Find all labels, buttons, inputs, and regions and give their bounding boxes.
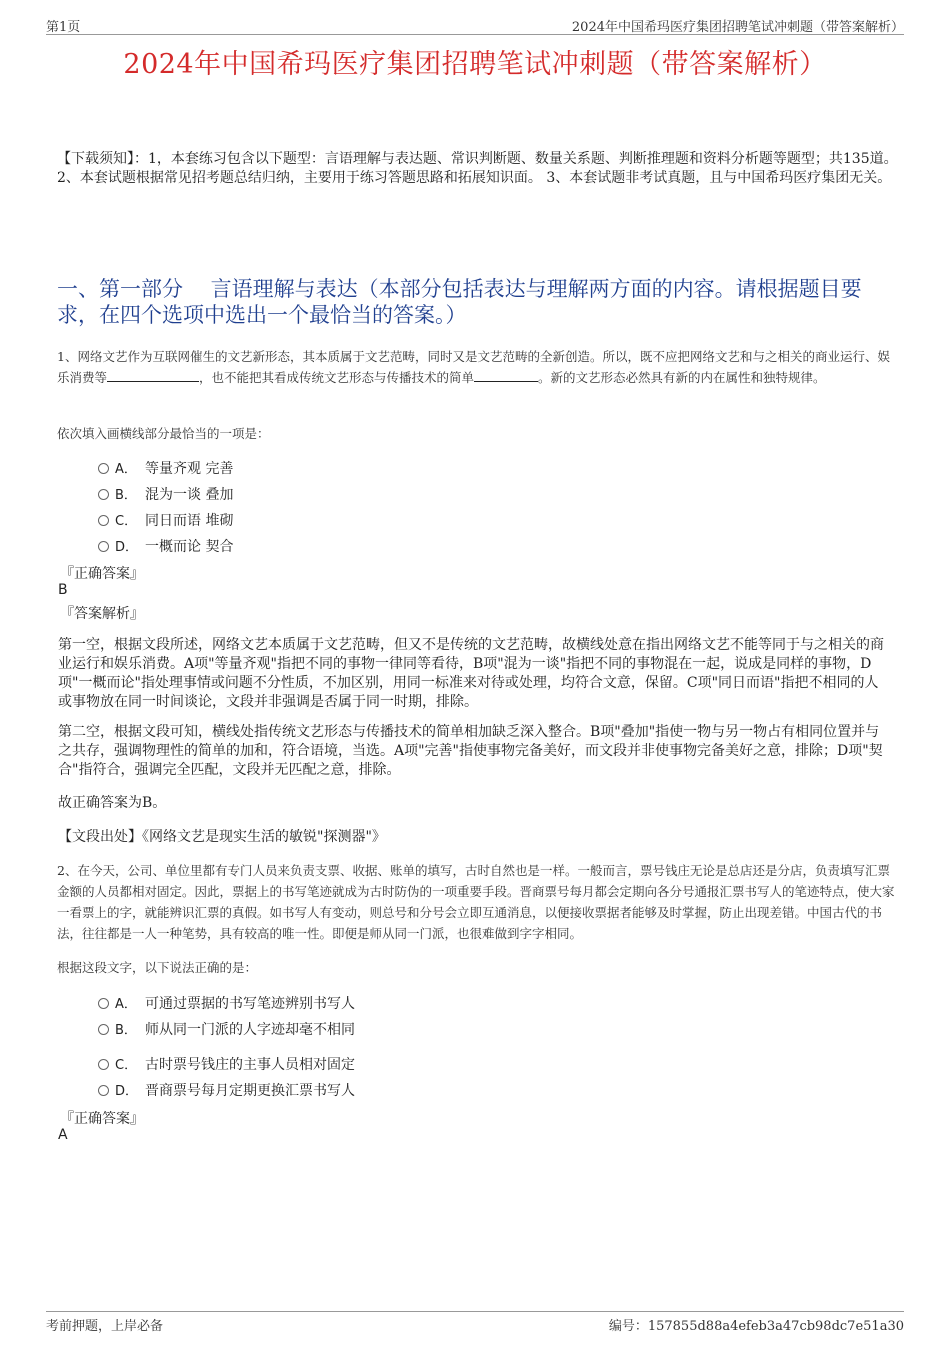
- q1-source: 【文段出处】《网络文艺是现实生活的敏锐"探测器"》: [58, 829, 386, 845]
- page-footer: [46, 1311, 904, 1334]
- q2-answer-label: 『正确答案』: [60, 1111, 144, 1127]
- blank-1: [107, 369, 199, 382]
- download-notice: 【下载须知】：1，本套练习包含以下题型：言语理解与表达题、常识判断题、数量关系题、判断推理题和资料分析题等题型；共135道。 2、本套试题根据常见招考题总结归纳，主要用于练习答题思路和拓展知识面。 3、本套试题非考试真题，且与中国希玛医疗集团无关。: [57, 151, 898, 186]
- question-1-instruction: 依次填入画横线部分最恰当的一项是：: [57, 426, 270, 441]
- question-1-text: 1、网络文艺作为互联网催生的文艺新形态，其本质属于文艺范畴，同时又是文艺范畴的全新创造。所以，既不应把网络文艺和与之相关的商业运行、娱乐消费等 ，也不能把其看成传统文艺形态与传播技术的简单 。新的文艺形态必然具有新的内在属性和独特规律。: [57, 349, 890, 385]
- radio-icon[interactable]: [98, 1024, 109, 1035]
- q1-analysis-paragraph-1: 第一空，根据文段所述，网络文艺本质属于文艺范畴，但又不是传统的文艺范畴，故横线处意在指出网络文艺不能等同于与之相关的商业运行和娱乐消费。A项"等量齐观"指把不同的事物一律同等看待，B项"混为一谈"指把不同的事物混在一起，说成是同样的事物，D项"一概而论"指处理事情或问题不分性质，不加区别，用同一标准来对待或处理，均符合文意，保留。C项"同日而语"指把不相同的人或事物放在同一时间谈论，文段并非强调是否属于同一时期，排除。: [58, 637, 884, 710]
- radio-icon[interactable]: [98, 998, 109, 1009]
- q1-answer: B: [58, 582, 68, 598]
- footer-serial: 编号：157855d88a4efeb3a47cb98dc7e51a30: [608, 1319, 904, 1334]
- blank-2: [474, 369, 538, 382]
- document-title: 2024年中国希玛医疗集团招聘笔试冲刺题（带答案解析）: [123, 49, 827, 80]
- question-2-text: 2、在今天，公司、单位里都有专门人员来负责支票、收据、账单的填写，古时自然也是一样。一般而言，票号钱庄无论是总店还是分店，负责填写汇票金额的人员都相对固定。因此，票据上的书写笔迹就成为古时防伪的一项重要手段。晋商票号每月都会定期向各分号通报汇票书写人的笔迹特点，使大家一看票上的字，就能辨识汇票的真假。如书写人有变动，则总号和分号会立即互通消息，以便接收票据者能够及时掌握，防止出现差错。中国古代的书法，往往都是一人一种笔势，具有较高的唯一性。即便是师从同一门派，也很难做到字字相同。: [57, 863, 895, 941]
- header-doc-title: 2024年中国希玛医疗集团招聘笔试冲刺题（带答案解析）: [571, 20, 904, 35]
- question-2-instruction: 根据这段文字，以下说法正确的是：: [57, 960, 258, 975]
- page-header: [46, 14, 904, 35]
- q1-analysis-paragraph-2: 第二空，根据文段可知，横线处指传统文艺形态与传播技术的简单相加缺乏深入整合。B项"叠加"指使一物与另一物占有相同位置并与之共存，强调物理性的简单的加和，符合语境，当选。A项"完善"指使事物完备美好，而文段并非使事物完备美好之意，排除；D项"契合"指符合，强调完全匹配，文段并无匹配之意，排除。: [58, 724, 883, 778]
- radio-icon[interactable]: [98, 1085, 109, 1096]
- radio-icon[interactable]: [98, 489, 109, 500]
- q1-analysis-label: 『答案解析』: [60, 606, 144, 622]
- radio-icon[interactable]: [98, 463, 109, 474]
- footer-slogan: 考前押题，上岸必备: [46, 1319, 164, 1334]
- q1-conclusion: 故正确答案为B。: [58, 795, 167, 811]
- radio-icon[interactable]: [98, 1059, 109, 1070]
- q2-answer: A: [58, 1127, 68, 1143]
- section-title: 一、第一部分 言语理解与表达（本部分包括表达与理解两方面的内容。请根据题目要求，在四个选项中选出一个最恰当的答案。）: [57, 277, 862, 327]
- q1-answer-label: 『正确答案』: [60, 566, 144, 582]
- radio-icon[interactable]: [98, 541, 109, 552]
- page-number: 第1页: [46, 20, 81, 35]
- radio-icon[interactable]: [98, 515, 109, 526]
